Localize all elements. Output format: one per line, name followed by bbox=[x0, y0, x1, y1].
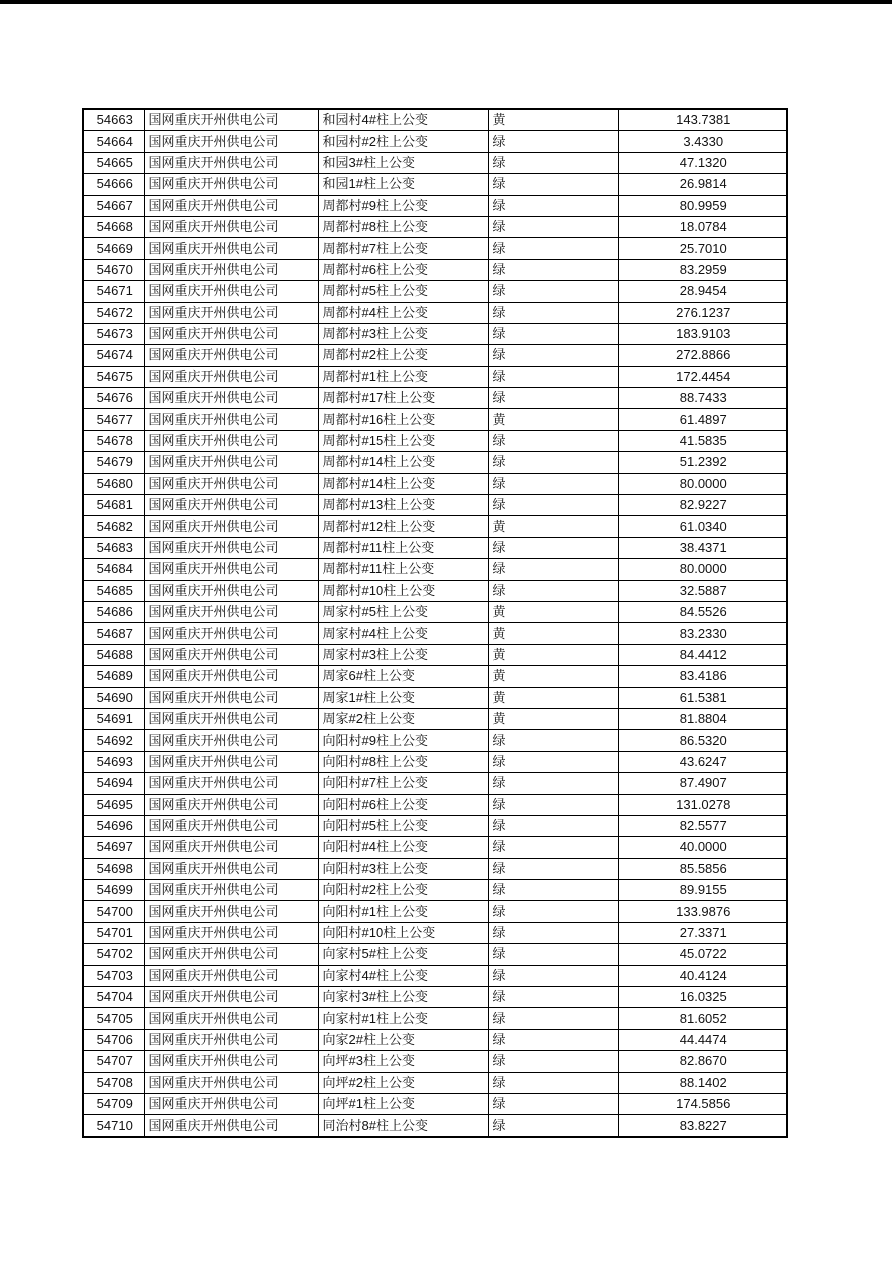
status-color-text-cell: 绿 bbox=[488, 559, 618, 580]
record-id-cell: 54703 bbox=[83, 965, 144, 986]
value-cell: 80.0000 bbox=[618, 559, 787, 580]
table-row bbox=[83, 516, 787, 537]
value-cell: 84.4412 bbox=[618, 644, 787, 665]
status-color-text-cell: 绿 bbox=[488, 1072, 618, 1093]
status-color-text-cell: 黄 bbox=[488, 623, 618, 644]
status-color-text-cell: 绿 bbox=[488, 537, 618, 558]
value-cell: 88.7433 bbox=[618, 388, 787, 409]
company-cell: 国网重庆开州供电公司 bbox=[144, 302, 318, 323]
company-cell: 国网重庆开州供电公司 bbox=[144, 516, 318, 537]
table-row bbox=[83, 773, 787, 794]
record-id-cell: 54708 bbox=[83, 1072, 144, 1093]
company-cell: 国网重庆开州供电公司 bbox=[144, 559, 318, 580]
status-color-text-cell: 绿 bbox=[488, 944, 618, 965]
table-row bbox=[83, 580, 787, 601]
status-color-text-cell: 绿 bbox=[488, 452, 618, 473]
table-row bbox=[83, 152, 787, 173]
transformer-name-cell: 周都村#5柱上公变 bbox=[318, 281, 488, 302]
transformer-name-cell: 和园村#2柱上公变 bbox=[318, 131, 488, 152]
value-cell: 131.0278 bbox=[618, 794, 787, 815]
table-row bbox=[83, 687, 787, 708]
table-row bbox=[83, 644, 787, 665]
transformer-name-cell: 向坪#3柱上公变 bbox=[318, 1051, 488, 1072]
record-id-cell: 54710 bbox=[83, 1115, 144, 1137]
status-color-text-cell: 绿 bbox=[488, 837, 618, 858]
status-color-text-cell: 绿 bbox=[488, 430, 618, 451]
company-cell: 国网重庆开州供电公司 bbox=[144, 537, 318, 558]
table-row bbox=[83, 1008, 787, 1029]
transformer-name-cell: 周都村#14柱上公变 bbox=[318, 452, 488, 473]
transformer-name-cell: 周家1#柱上公变 bbox=[318, 687, 488, 708]
company-cell: 国网重庆开州供电公司 bbox=[144, 323, 318, 344]
company-cell: 国网重庆开州供电公司 bbox=[144, 430, 318, 451]
transformer-name-cell: 和园1#柱上公变 bbox=[318, 174, 488, 195]
value-cell: 82.9227 bbox=[618, 495, 787, 516]
transformer-name-cell: 向家村4#柱上公变 bbox=[318, 965, 488, 986]
company-cell: 国网重庆开州供电公司 bbox=[144, 1115, 318, 1137]
record-id-cell: 54663 bbox=[83, 109, 144, 131]
value-cell: 41.5835 bbox=[618, 430, 787, 451]
company-cell: 国网重庆开州供电公司 bbox=[144, 730, 318, 751]
status-color-text-cell: 绿 bbox=[488, 751, 618, 772]
transformer-name-cell: 周都村#6柱上公变 bbox=[318, 259, 488, 280]
transformer-name-cell: 周都村#11柱上公变 bbox=[318, 537, 488, 558]
status-color-text-cell: 黄 bbox=[488, 666, 618, 687]
status-color-text-cell: 绿 bbox=[488, 238, 618, 259]
value-cell: 18.0784 bbox=[618, 216, 787, 237]
record-id-cell: 54676 bbox=[83, 388, 144, 409]
table-row bbox=[83, 837, 787, 858]
status-color-text-cell: 绿 bbox=[488, 302, 618, 323]
record-id-cell: 54680 bbox=[83, 473, 144, 494]
value-cell: 87.4907 bbox=[618, 773, 787, 794]
transformer-name-cell: 向家村5#柱上公变 bbox=[318, 944, 488, 965]
company-cell: 国网重庆开州供电公司 bbox=[144, 131, 318, 152]
company-cell: 国网重庆开州供电公司 bbox=[144, 880, 318, 901]
status-color-text-cell: 黄 bbox=[488, 409, 618, 430]
status-color-text-cell: 绿 bbox=[488, 858, 618, 879]
company-cell: 国网重庆开州供电公司 bbox=[144, 109, 318, 131]
table-row bbox=[83, 1029, 787, 1050]
transformer-name-cell: 向阳村#5柱上公变 bbox=[318, 815, 488, 836]
transformer-name-cell: 周家村#4柱上公变 bbox=[318, 623, 488, 644]
record-id-cell: 54670 bbox=[83, 259, 144, 280]
table-row bbox=[83, 666, 787, 687]
value-cell: 81.8804 bbox=[618, 708, 787, 729]
record-id-cell: 54700 bbox=[83, 901, 144, 922]
value-cell: 86.5320 bbox=[618, 730, 787, 751]
transformer-name-cell: 周都村#13柱上公变 bbox=[318, 495, 488, 516]
record-id-cell: 54687 bbox=[83, 623, 144, 644]
table-row bbox=[83, 815, 787, 836]
value-cell: 133.9876 bbox=[618, 901, 787, 922]
table-row bbox=[83, 559, 787, 580]
company-cell: 国网重庆开州供电公司 bbox=[144, 965, 318, 986]
table-row bbox=[83, 174, 787, 195]
value-cell: 183.9103 bbox=[618, 323, 787, 344]
status-color-text-cell: 绿 bbox=[488, 388, 618, 409]
transformer-name-cell: 周都村#7柱上公变 bbox=[318, 238, 488, 259]
transformer-name-cell: 周都村#17柱上公变 bbox=[318, 388, 488, 409]
table-row bbox=[83, 238, 787, 259]
record-id-cell: 54706 bbox=[83, 1029, 144, 1050]
company-cell: 国网重庆开州供电公司 bbox=[144, 794, 318, 815]
value-cell: 83.2330 bbox=[618, 623, 787, 644]
status-color-text-cell: 黄 bbox=[488, 708, 618, 729]
table-row bbox=[83, 409, 787, 430]
transformer-name-cell: 向阳村#4柱上公变 bbox=[318, 837, 488, 858]
value-cell: 84.5526 bbox=[618, 601, 787, 622]
table-row bbox=[83, 388, 787, 409]
company-cell: 国网重庆开州供电公司 bbox=[144, 751, 318, 772]
value-cell: 85.5856 bbox=[618, 858, 787, 879]
company-cell: 国网重庆开州供电公司 bbox=[144, 174, 318, 195]
record-id-cell: 54675 bbox=[83, 366, 144, 387]
status-color-text-cell: 绿 bbox=[488, 794, 618, 815]
table-body bbox=[83, 109, 787, 1137]
status-color-text-cell: 绿 bbox=[488, 195, 618, 216]
table-row bbox=[83, 751, 787, 772]
record-id-cell: 54705 bbox=[83, 1008, 144, 1029]
transformer-name-cell: 同治村8#柱上公变 bbox=[318, 1115, 488, 1137]
record-id-cell: 54690 bbox=[83, 687, 144, 708]
record-id-cell: 54681 bbox=[83, 495, 144, 516]
transformer-name-cell: 向阳村#6柱上公变 bbox=[318, 794, 488, 815]
record-id-cell: 54688 bbox=[83, 644, 144, 665]
record-id-cell: 54673 bbox=[83, 323, 144, 344]
company-cell: 国网重庆开州供电公司 bbox=[144, 837, 318, 858]
value-cell: 81.6052 bbox=[618, 1008, 787, 1029]
record-id-cell: 54697 bbox=[83, 837, 144, 858]
value-cell: 40.4124 bbox=[618, 965, 787, 986]
table-row bbox=[83, 708, 787, 729]
table-row bbox=[83, 430, 787, 451]
company-cell: 国网重庆开州供电公司 bbox=[144, 644, 318, 665]
status-color-text-cell: 绿 bbox=[488, 495, 618, 516]
transformer-name-cell: 向坪#2柱上公变 bbox=[318, 1072, 488, 1093]
transformer-name-cell: 和园村4#柱上公变 bbox=[318, 109, 488, 131]
transformer-name-cell: 周都村#15柱上公变 bbox=[318, 430, 488, 451]
status-color-text-cell: 绿 bbox=[488, 815, 618, 836]
transformer-name-cell: 周都村#14柱上公变 bbox=[318, 473, 488, 494]
company-cell: 国网重庆开州供电公司 bbox=[144, 495, 318, 516]
company-cell: 国网重庆开州供电公司 bbox=[144, 1093, 318, 1114]
transformer-name-cell: 周都村#12柱上公变 bbox=[318, 516, 488, 537]
record-id-cell: 54704 bbox=[83, 987, 144, 1008]
company-cell: 国网重庆开州供电公司 bbox=[144, 388, 318, 409]
status-color-text-cell: 绿 bbox=[488, 323, 618, 344]
status-color-text-cell: 黄 bbox=[488, 601, 618, 622]
record-id-cell: 54686 bbox=[83, 601, 144, 622]
table-row bbox=[83, 345, 787, 366]
table-row bbox=[83, 794, 787, 815]
status-color-text-cell: 黄 bbox=[488, 516, 618, 537]
record-id-cell: 54669 bbox=[83, 238, 144, 259]
company-cell: 国网重庆开州供电公司 bbox=[144, 623, 318, 644]
company-cell: 国网重庆开州供电公司 bbox=[144, 858, 318, 879]
company-cell: 国网重庆开州供电公司 bbox=[144, 1008, 318, 1029]
table-row bbox=[83, 1072, 787, 1093]
value-cell: 83.2959 bbox=[618, 259, 787, 280]
company-cell: 国网重庆开州供电公司 bbox=[144, 345, 318, 366]
record-id-cell: 54696 bbox=[83, 815, 144, 836]
status-color-text-cell: 绿 bbox=[488, 730, 618, 751]
status-color-text-cell: 绿 bbox=[488, 259, 618, 280]
transformer-name-cell: 周都村#16柱上公变 bbox=[318, 409, 488, 430]
status-color-text-cell: 绿 bbox=[488, 901, 618, 922]
value-cell: 16.0325 bbox=[618, 987, 787, 1008]
table-row bbox=[83, 623, 787, 644]
value-cell: 3.4330 bbox=[618, 131, 787, 152]
transformer-name-cell: 向阳村#9柱上公变 bbox=[318, 730, 488, 751]
transformer-name-cell: 向阳村#10柱上公变 bbox=[318, 922, 488, 943]
transformer-name-cell: 周都村#9柱上公变 bbox=[318, 195, 488, 216]
transformer-name-cell: 周家村#3柱上公变 bbox=[318, 644, 488, 665]
value-cell: 82.8670 bbox=[618, 1051, 787, 1072]
page-top-edge-bar bbox=[0, 0, 892, 4]
record-id-cell: 54682 bbox=[83, 516, 144, 537]
transformer-name-cell: 向阳村#3柱上公变 bbox=[318, 858, 488, 879]
table-row bbox=[83, 1115, 787, 1137]
record-id-cell: 54672 bbox=[83, 302, 144, 323]
record-id-cell: 54689 bbox=[83, 666, 144, 687]
transformer-name-cell: 周都村#10柱上公变 bbox=[318, 580, 488, 601]
status-color-text-cell: 绿 bbox=[488, 965, 618, 986]
status-color-text-cell: 绿 bbox=[488, 1115, 618, 1137]
status-color-text-cell: 绿 bbox=[488, 152, 618, 173]
status-color-text-cell: 黄 bbox=[488, 644, 618, 665]
company-cell: 国网重庆开州供电公司 bbox=[144, 452, 318, 473]
table-row bbox=[83, 216, 787, 237]
transformer-name-cell: 周家村#5柱上公变 bbox=[318, 601, 488, 622]
status-color-text-cell: 绿 bbox=[488, 580, 618, 601]
record-id-cell: 54671 bbox=[83, 281, 144, 302]
value-cell: 82.5577 bbox=[618, 815, 787, 836]
transformer-name-cell: 周都村#2柱上公变 bbox=[318, 345, 488, 366]
value-cell: 27.3371 bbox=[618, 922, 787, 943]
table-row bbox=[83, 131, 787, 152]
record-id-cell: 54695 bbox=[83, 794, 144, 815]
company-cell: 国网重庆开州供电公司 bbox=[144, 708, 318, 729]
record-id-cell: 54677 bbox=[83, 409, 144, 430]
company-cell: 国网重庆开州供电公司 bbox=[144, 773, 318, 794]
value-cell: 47.1320 bbox=[618, 152, 787, 173]
company-cell: 国网重庆开州供电公司 bbox=[144, 666, 318, 687]
status-color-text-cell: 绿 bbox=[488, 366, 618, 387]
transformer-name-cell: 向家村3#柱上公变 bbox=[318, 987, 488, 1008]
transformer-name-cell: 周家#2柱上公变 bbox=[318, 708, 488, 729]
value-cell: 80.0000 bbox=[618, 473, 787, 494]
status-color-text-cell: 绿 bbox=[488, 131, 618, 152]
record-id-cell: 54683 bbox=[83, 537, 144, 558]
table-row bbox=[83, 473, 787, 494]
status-color-text-cell: 绿 bbox=[488, 880, 618, 901]
status-color-text-cell: 绿 bbox=[488, 773, 618, 794]
value-cell: 88.1402 bbox=[618, 1072, 787, 1093]
table-row bbox=[83, 601, 787, 622]
table-row bbox=[83, 1093, 787, 1114]
table-row bbox=[83, 987, 787, 1008]
company-cell: 国网重庆开州供电公司 bbox=[144, 901, 318, 922]
value-cell: 83.8227 bbox=[618, 1115, 787, 1137]
table-row bbox=[83, 965, 787, 986]
table-row bbox=[83, 366, 787, 387]
record-id-cell: 54678 bbox=[83, 430, 144, 451]
company-cell: 国网重庆开州供电公司 bbox=[144, 152, 318, 173]
record-id-cell: 54709 bbox=[83, 1093, 144, 1114]
value-cell: 44.4474 bbox=[618, 1029, 787, 1050]
status-color-text-cell: 绿 bbox=[488, 345, 618, 366]
record-id-cell: 54707 bbox=[83, 1051, 144, 1072]
value-cell: 28.9454 bbox=[618, 281, 787, 302]
record-id-cell: 54698 bbox=[83, 858, 144, 879]
company-cell: 国网重庆开州供电公司 bbox=[144, 687, 318, 708]
record-id-cell: 54701 bbox=[83, 922, 144, 943]
value-cell: 40.0000 bbox=[618, 837, 787, 858]
value-cell: 276.1237 bbox=[618, 302, 787, 323]
status-color-text-cell: 绿 bbox=[488, 1008, 618, 1029]
table-row bbox=[83, 452, 787, 473]
record-id-cell: 54664 bbox=[83, 131, 144, 152]
company-cell: 国网重庆开州供电公司 bbox=[144, 195, 318, 216]
table-row bbox=[83, 730, 787, 751]
record-id-cell: 54692 bbox=[83, 730, 144, 751]
status-color-text-cell: 绿 bbox=[488, 1093, 618, 1114]
table-row bbox=[83, 880, 787, 901]
company-cell: 国网重庆开州供电公司 bbox=[144, 815, 318, 836]
table-row bbox=[83, 1051, 787, 1072]
record-id-cell: 54691 bbox=[83, 708, 144, 729]
table-row bbox=[83, 323, 787, 344]
company-cell: 国网重庆开州供电公司 bbox=[144, 580, 318, 601]
transformer-name-cell: 向家村#1柱上公变 bbox=[318, 1008, 488, 1029]
table-row bbox=[83, 537, 787, 558]
company-cell: 国网重庆开州供电公司 bbox=[144, 409, 318, 430]
table-row bbox=[83, 495, 787, 516]
status-color-text-cell: 绿 bbox=[488, 281, 618, 302]
data-table bbox=[82, 108, 788, 1138]
status-color-text-cell: 黄 bbox=[488, 109, 618, 131]
transformer-name-cell: 周都村#4柱上公变 bbox=[318, 302, 488, 323]
record-id-cell: 54694 bbox=[83, 773, 144, 794]
value-cell: 80.9959 bbox=[618, 195, 787, 216]
record-id-cell: 54665 bbox=[83, 152, 144, 173]
status-color-text-cell: 绿 bbox=[488, 1029, 618, 1050]
transformer-name-cell: 向阳村#1柱上公变 bbox=[318, 901, 488, 922]
record-id-cell: 54674 bbox=[83, 345, 144, 366]
table-row bbox=[83, 195, 787, 216]
table-row bbox=[83, 858, 787, 879]
value-cell: 38.4371 bbox=[618, 537, 787, 558]
status-color-text-cell: 黄 bbox=[488, 687, 618, 708]
transformer-name-cell: 向阳村#7柱上公变 bbox=[318, 773, 488, 794]
table-row bbox=[83, 302, 787, 323]
status-color-text-cell: 绿 bbox=[488, 1051, 618, 1072]
company-cell: 国网重庆开州供电公司 bbox=[144, 216, 318, 237]
record-id-cell: 54666 bbox=[83, 174, 144, 195]
record-id-cell: 54679 bbox=[83, 452, 144, 473]
record-id-cell: 54693 bbox=[83, 751, 144, 772]
table-row bbox=[83, 259, 787, 280]
company-cell: 国网重庆开州供电公司 bbox=[144, 366, 318, 387]
value-cell: 26.9814 bbox=[618, 174, 787, 195]
company-cell: 国网重庆开州供电公司 bbox=[144, 944, 318, 965]
transformer-name-cell: 周都村#3柱上公变 bbox=[318, 323, 488, 344]
company-cell: 国网重庆开州供电公司 bbox=[144, 1051, 318, 1072]
table-row bbox=[83, 901, 787, 922]
value-cell: 61.5381 bbox=[618, 687, 787, 708]
status-color-text-cell: 绿 bbox=[488, 922, 618, 943]
company-cell: 国网重庆开州供电公司 bbox=[144, 259, 318, 280]
company-cell: 国网重庆开州供电公司 bbox=[144, 922, 318, 943]
record-id-cell: 54667 bbox=[83, 195, 144, 216]
record-id-cell: 54699 bbox=[83, 880, 144, 901]
company-cell: 国网重庆开州供电公司 bbox=[144, 1029, 318, 1050]
value-cell: 61.4897 bbox=[618, 409, 787, 430]
status-color-text-cell: 绿 bbox=[488, 473, 618, 494]
transformer-name-cell: 和园3#柱上公变 bbox=[318, 152, 488, 173]
transformer-name-cell: 向家2#柱上公变 bbox=[318, 1029, 488, 1050]
table-row bbox=[83, 922, 787, 943]
table-row bbox=[83, 109, 787, 131]
transformer-name-cell: 周都村#8柱上公变 bbox=[318, 216, 488, 237]
transformer-name-cell: 向坪#1柱上公变 bbox=[318, 1093, 488, 1114]
status-color-text-cell: 绿 bbox=[488, 174, 618, 195]
value-cell: 272.8866 bbox=[618, 345, 787, 366]
transformer-name-cell: 周都村#1柱上公变 bbox=[318, 366, 488, 387]
company-cell: 国网重庆开州供电公司 bbox=[144, 238, 318, 259]
transformer-name-cell: 向阳村#8柱上公变 bbox=[318, 751, 488, 772]
status-color-text-cell: 绿 bbox=[488, 987, 618, 1008]
value-cell: 83.4186 bbox=[618, 666, 787, 687]
value-cell: 45.0722 bbox=[618, 944, 787, 965]
table-row bbox=[83, 281, 787, 302]
table-row bbox=[83, 944, 787, 965]
company-cell: 国网重庆开州供电公司 bbox=[144, 281, 318, 302]
transformer-name-cell: 周都村#11柱上公变 bbox=[318, 559, 488, 580]
transformer-name-cell: 向阳村#2柱上公变 bbox=[318, 880, 488, 901]
company-cell: 国网重庆开州供电公司 bbox=[144, 601, 318, 622]
value-cell: 143.7381 bbox=[618, 109, 787, 131]
value-cell: 51.2392 bbox=[618, 452, 787, 473]
record-id-cell: 54668 bbox=[83, 216, 144, 237]
value-cell: 172.4454 bbox=[618, 366, 787, 387]
value-cell: 174.5856 bbox=[618, 1093, 787, 1114]
value-cell: 89.9155 bbox=[618, 880, 787, 901]
record-id-cell: 54685 bbox=[83, 580, 144, 601]
transformer-name-cell: 周家6#柱上公变 bbox=[318, 666, 488, 687]
record-id-cell: 54702 bbox=[83, 944, 144, 965]
company-cell: 国网重庆开州供电公司 bbox=[144, 1072, 318, 1093]
value-cell: 43.6247 bbox=[618, 751, 787, 772]
status-color-text-cell: 绿 bbox=[488, 216, 618, 237]
record-id-cell: 54684 bbox=[83, 559, 144, 580]
company-cell: 国网重庆开州供电公司 bbox=[144, 473, 318, 494]
value-cell: 32.5887 bbox=[618, 580, 787, 601]
value-cell: 61.0340 bbox=[618, 516, 787, 537]
value-cell: 25.7010 bbox=[618, 238, 787, 259]
company-cell: 国网重庆开州供电公司 bbox=[144, 987, 318, 1008]
